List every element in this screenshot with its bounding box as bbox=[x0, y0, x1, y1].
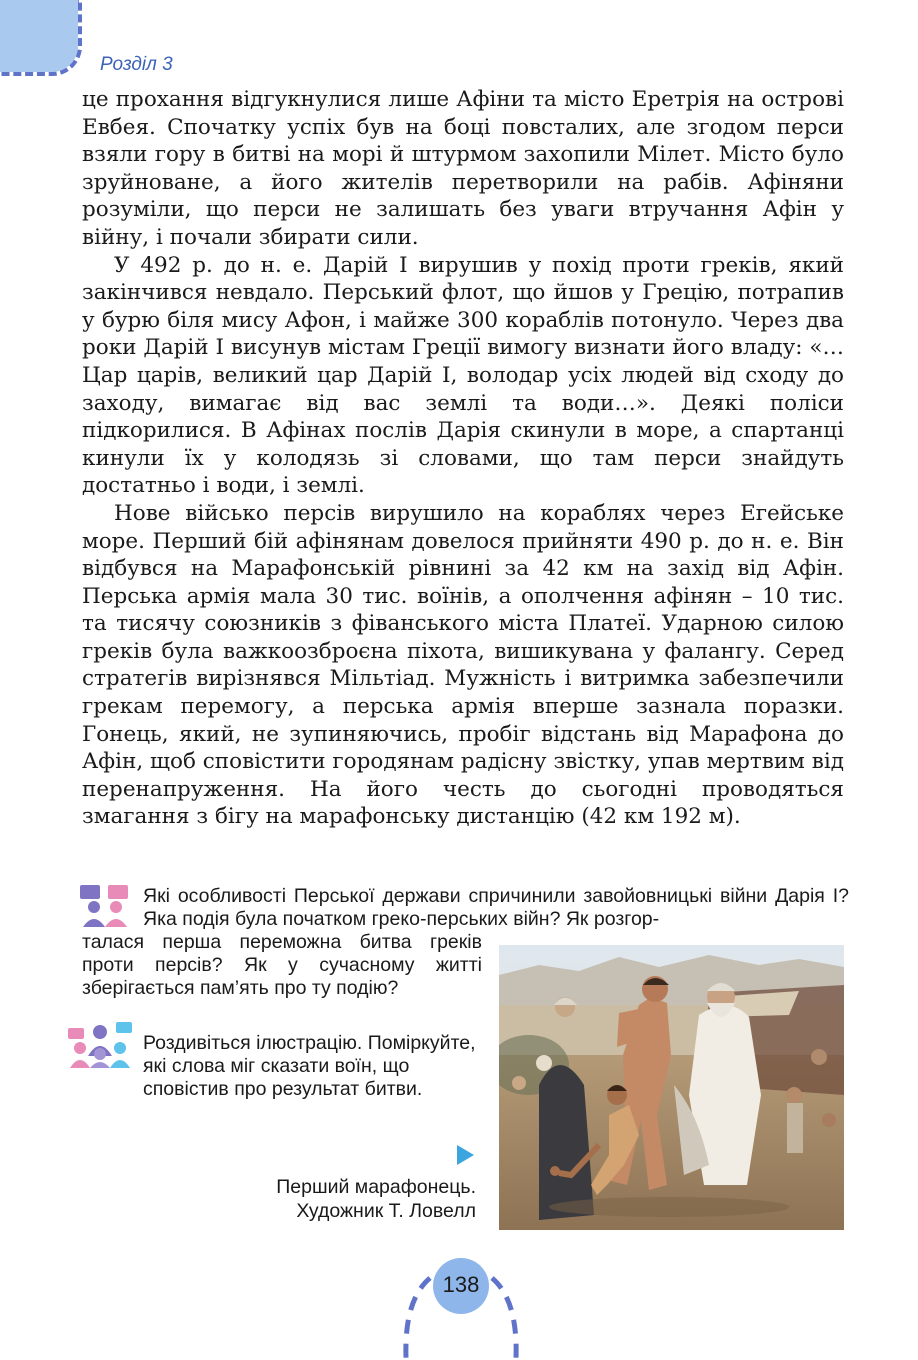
page-number-arcs bbox=[396, 1270, 526, 1360]
question-1-part-2: талася перша переможна битва греків проти персів? Як у сучасному житті зберігається пам’ять про ту подію? bbox=[82, 931, 482, 999]
discussion-people-icon bbox=[80, 885, 132, 929]
section-label: Розділ 3 bbox=[100, 54, 173, 75]
caption-title: Перший марафонець. bbox=[276, 1176, 476, 1198]
illustration-caption bbox=[220, 1175, 476, 1223]
paragraph-3: Нове військо персів вирушило на кораблях через Егейське море. Перший бій афінянам довелося прийняти 490 р. до н. е. Він відбувся на Марафонській рівнині за 42 км на захід від Афін. Перська армія мала 30 тис. воїнів, а ополчення афінян – 10 тис. та тисячу союзників з фіванського міста Платеї. Ударною силою греків була важкоозброєна піхота, вишикувана у фалангу. Серед стратегів вирізнявся Мільтіад. Мужність і витримка забезпечили грекам перемогу, а перська армія вперше зазнала поразки. Гонець, який, не зупиняючись, пробіг відстань від Марафона до Афін, щоб сповістити городянам радісну звістку, упав мертвим від перенапруження. На його честь до сьогодні проводяться змагання з бігу на марафонську дистанцію (42 км 192 м). bbox=[82, 500, 844, 830]
paragraph-2: У 492 р. до н. е. Дарій І вирушив у похід проти греків, який закінчився невдало. Перський флот, що йшов у Грецію, потрапив у бурю біля мису Афон, і майже 300 кораблів потонуло. Через два роки Дарій І висунув містам Греції вимогу визнати його владу: «…Цар царів, великий цар Дарій І, володар усіх людей від сходу до заходу, вимагає від вас землі та води…». Деякі поліси підкорилися. В Афінах послів Дарія скинули в море, а спартанці кинули їх у колодязь зі словами, що там перси знайдуть достатньо і води, і землі. bbox=[82, 252, 844, 499]
question-2: Роздивіться ілюстрацію. Поміркуйте, які слова міг сказати воїн, що сповістив про результат битви. bbox=[143, 1032, 476, 1100]
main-text bbox=[82, 86, 844, 831]
paragraph-1: це прохання відгукнулися лише Афіни та місто Еретрія на острові Евбея. Спочатку успіх був на боці повсталих, але згодом перси взяли гору в битві на морі й штурмом захопили Мілет. Місто було зруйноване, а його жителів перетворили на рабів. Афіняни розуміли, що перси не залишать без уваги втручання Афін у війну, і почали збирати сили. bbox=[82, 87, 844, 250]
caption-author: Художник Т. Ловелл bbox=[296, 1200, 476, 1222]
corner-dashed-border bbox=[0, 0, 82, 76]
marathon-runner-painting bbox=[499, 945, 844, 1230]
question-1-part-1: Які особливості Перської держави спричинили завойовницькі війни Дарія І? Яка подія була початком греко-перських війн? Як розгор- bbox=[143, 885, 849, 930]
play-arrow-icon bbox=[457, 1145, 474, 1165]
page-number: 138 bbox=[433, 1258, 489, 1314]
